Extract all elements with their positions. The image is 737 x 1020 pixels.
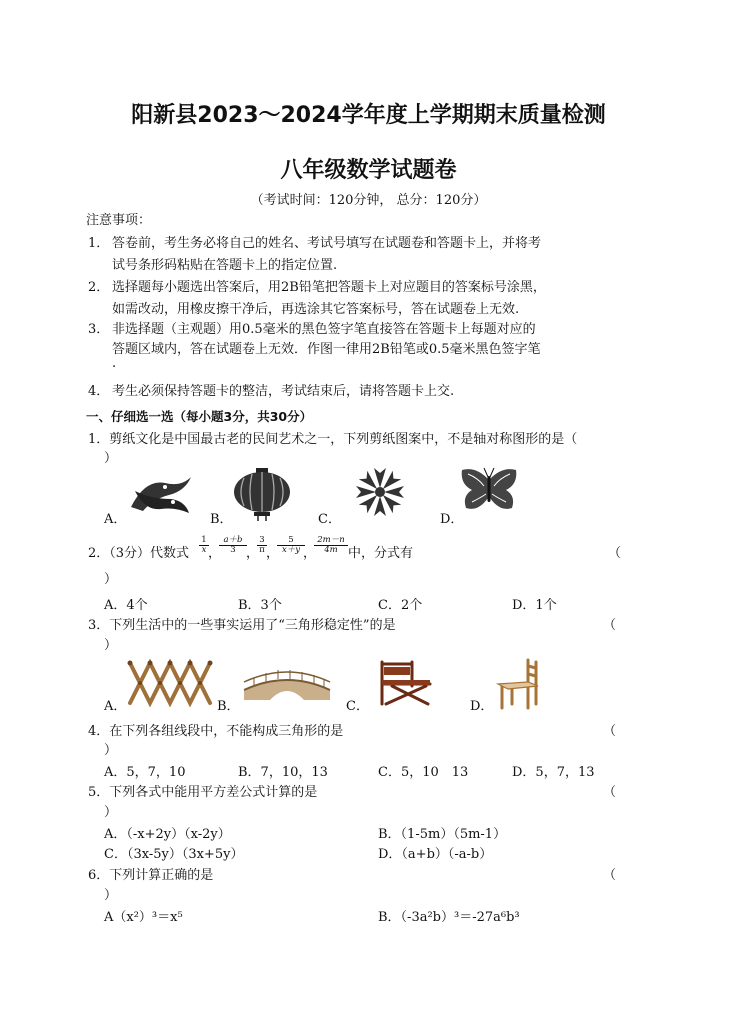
q2-option-d: D．1个 [512,598,557,613]
q3-option-b-label: B． [217,699,240,714]
q2-fraction-4-denominator: x＋y [281,545,301,555]
flower-papercut-icon [345,464,415,520]
q2-sep-3: ， [266,546,280,561]
note-1-num: 1． [88,236,110,251]
q3-option-d-label: D． [470,699,494,714]
q2-open-paren: （ [608,546,622,561]
q4-close-paren: ） [104,743,118,758]
q4-option-b: B．7，10，13 [238,765,328,780]
q3-option-c-label: C． [346,699,369,714]
q2-sep-2: ， [246,546,260,561]
chair-icon [494,656,544,710]
q2-sep-1: ， [208,546,222,561]
q3-close-paren: ） [104,638,118,653]
q1-option-a-label: A． [104,512,127,527]
q5-option-a: A．（-x+2y）（x-2y） [104,827,231,842]
q1-option-b-label: B． [210,512,233,527]
q2-stem-suffix: 中，分式有 [348,546,414,561]
q2-fraction-4-numerator: 5 [277,536,305,546]
q2-option-a: A．4个 [104,598,148,613]
note-4-line-1: 考生必须保持答题卡的整洁，考试结束后，请将答题卡上交. [112,384,455,399]
note-1-line-1: 答卷前，考生务必将自己的姓名、考试号填写在试题卷和答题卡上，并将考 [112,236,542,251]
q2-fraction-2-denominator: 3 [230,545,236,555]
q6-stem: 6．下列计算正确的是 [88,868,214,883]
q5-stem: 5．下列各式中能用平方差公式计算的是 [88,785,318,800]
q4-open-paren: （ [603,724,617,739]
exam-info: （考试时间：120分钟， 总分：120分） [250,193,487,208]
q4-option-a: A．5，7，10 [104,765,186,780]
note-3-line-1: 非选择题（主观题）用0.5毫米的黑色签字笔直接答在答题卡上每题对应的 [112,322,536,337]
fish-papercut-icon [125,469,197,517]
exam-subtitle: 八年级数学试题卷 [280,158,457,183]
lantern-papercut-icon [230,466,294,522]
q2-fraction-1-numerator: 1 [199,536,209,546]
folding-rack-icon [124,657,216,709]
q5-option-d: D．（a+b）（-a-b） [378,847,493,862]
section-1-heading: 一、仔细选一选（每小题3分，共30分） [86,409,313,424]
q4-option-c: C．5，10 13 [378,765,469,780]
note-1-line-2: 试号条形码粘贴在答题卡上的指定位置. [112,258,338,273]
q5-open-paren: （ [603,785,617,800]
q6-open-paren: （ [603,868,617,883]
q1-option-d-label: D． [440,512,464,527]
q2-stem-prefix: 2．（3分）代数式 [88,546,190,561]
q6-option-b: B．（-3a²b）³＝-27a⁶b³ [378,910,520,925]
note-2-line-1: 选择题每小题选出答案后，用2B铅笔把答题卡上对应题目的答案标号涂黑， [112,280,546,295]
q2-fraction-1-denominator: x [201,545,207,555]
q3-stem: 3．下列生活中的一些事实运用了“三角形稳定性”的是 [88,618,396,633]
q6-close-paren: ） [104,888,118,903]
q2-fraction-2-numerator: a＋b [219,536,247,546]
note-2-num: 2． [88,280,110,295]
q2-fraction-5-denominator: 4m [324,545,338,555]
q3-open-paren: （ [603,618,617,633]
note-4-num: 4． [88,384,110,399]
note-3-line-3: . [112,356,117,371]
q5-option-b: B．（1-5m）（5m-1） [378,827,507,842]
q2-sep-4: ， [303,546,317,561]
q4-option-d: D．5，7，13 [512,765,595,780]
q2-fraction-5-numerator: 2m－n [314,536,348,546]
q2-fraction-3-numerator: 3 [257,536,267,546]
q1-stem: 1．剪纸文化是中国最古老的民间艺术之一，下列剪纸图案中，不是轴对称图形的是（ [88,432,578,447]
high-chair-icon [372,658,436,708]
notes-heading: 注意事项： [86,213,152,228]
q2-fraction-2 [219,536,247,555]
q2-fraction-4 [277,536,305,555]
exam-title: 阳新县2023～2024学年度上学期期末质量检测 [131,103,606,128]
butterfly-papercut-icon [458,466,520,518]
q1-close-paren: ） [104,451,118,466]
q2-option-b: B．3个 [238,598,282,613]
q5-close-paren: ） [104,805,118,820]
note-3-num: 3． [88,322,110,337]
note-2-line-2: 如需改动，用橡皮擦干净后，再选涂其它答案标号，答在试题卷上无效. [112,302,520,317]
note-3-line-2: 答题区域内，答在试题卷上无效．作图一律用2B铅笔或0.5毫米黑色签字笔 [112,342,541,357]
q2-fraction-5 [314,536,348,555]
q4-stem: 4．在下列各组线段中，不能构成三角形的是 [88,724,344,739]
q3-option-a-label: A． [104,699,127,714]
q2-option-c: C．2个 [378,598,423,613]
q2-close-paren: ） [104,572,118,587]
q6-option-a: A（x²）³＝x⁵ [104,910,183,925]
bridge-icon [240,660,334,708]
q1-option-c-label: C． [318,512,341,527]
q2-fraction-3-denominator: π [259,545,265,555]
q5-option-c: C．（3x-5y）（3x+5y） [104,847,244,862]
